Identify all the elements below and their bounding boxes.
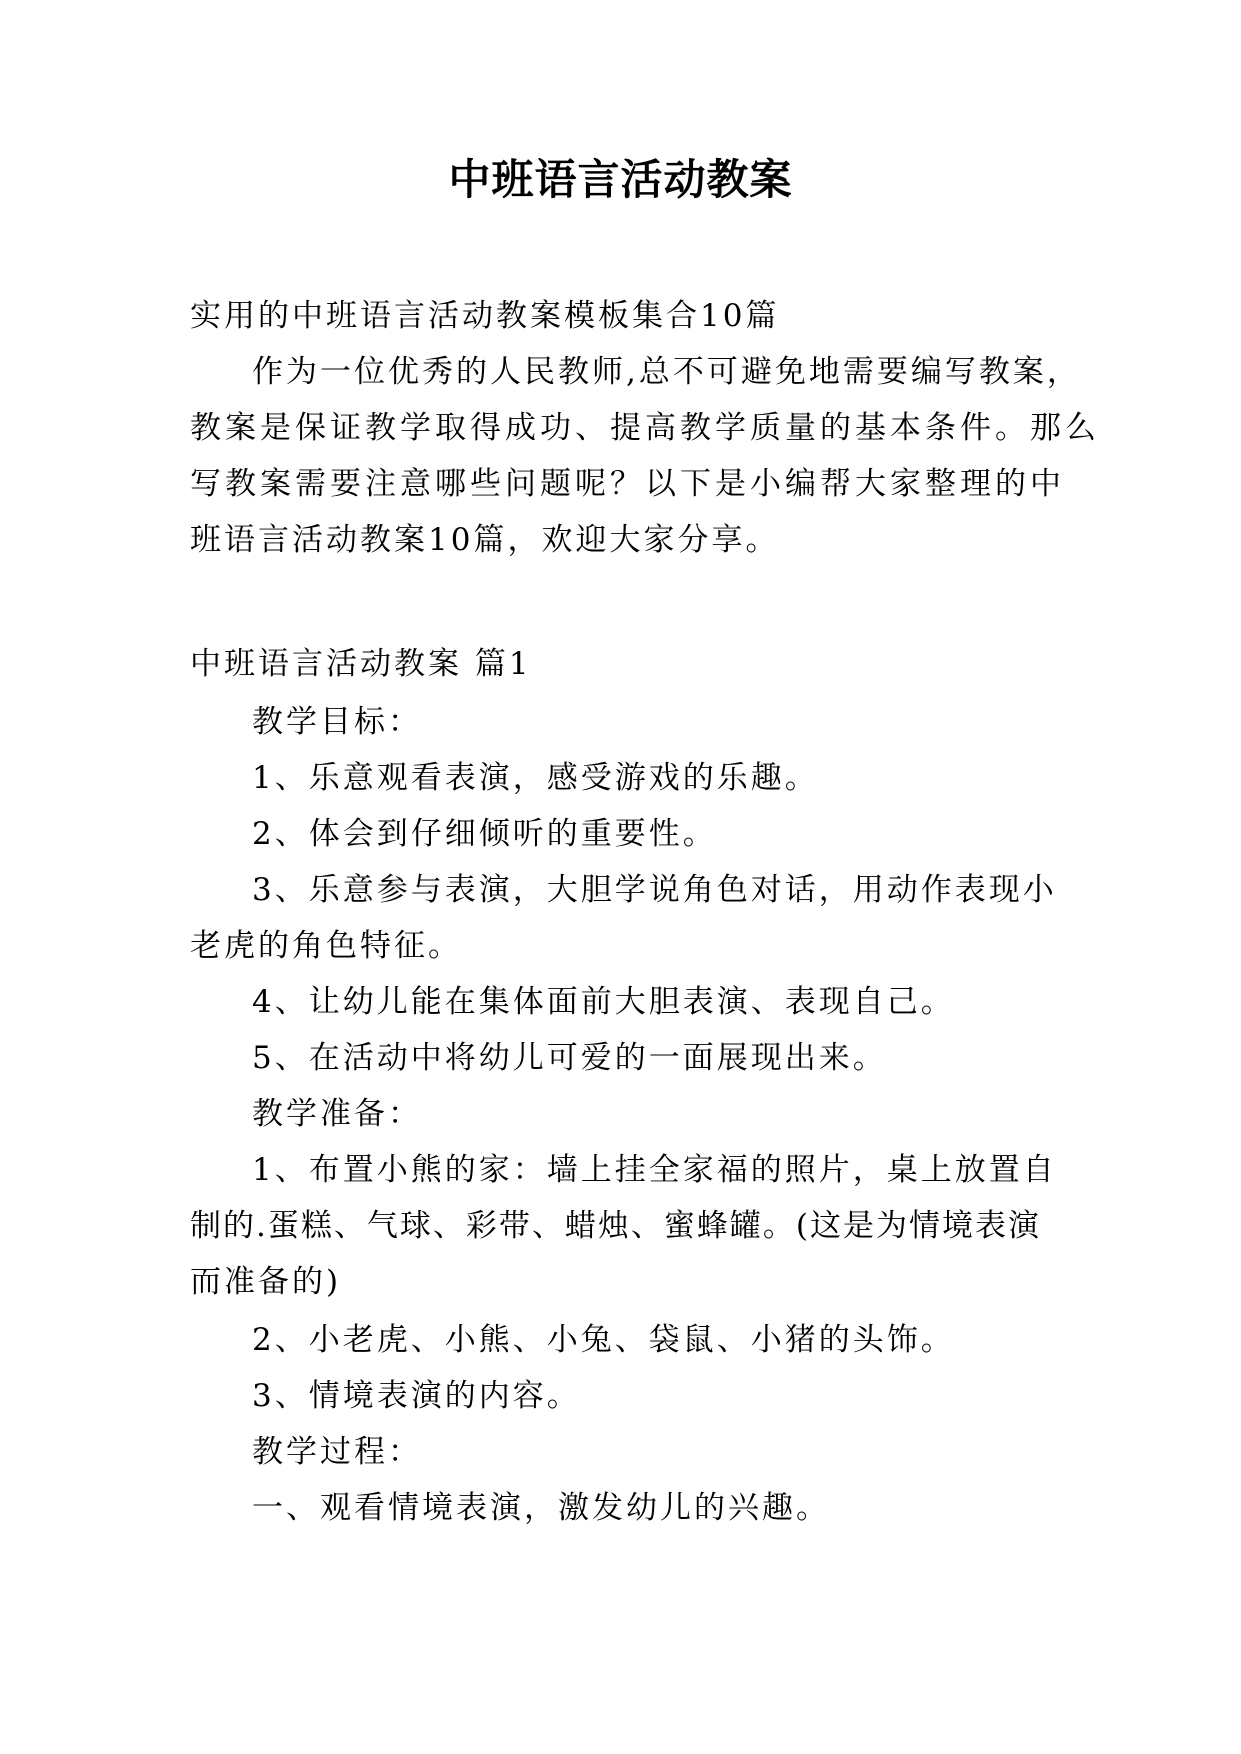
subheading-teaching-preparation: 教学准备：	[252, 1096, 422, 1132]
section-heading: 中班语言活动教案 篇1	[190, 646, 532, 682]
document-subtitle: 实用的中班语言活动教案模板集合10篇	[190, 298, 780, 334]
list-item-continuation: 制的.蛋糕、气球、彩带、蜡烛、蜜蜂罐。(这是为情境表演	[190, 1208, 1041, 1244]
intro-paragraph-line: 教案是保证教学取得成功、提高教学质量的基本条件。那么	[190, 410, 1100, 446]
list-item: 一、观看情境表演，激发幼儿的兴趣。	[252, 1490, 830, 1526]
list-item: 2、小老虎、小熊、小兔、袋鼠、小猪的头饰。	[252, 1322, 955, 1358]
subheading-teaching-process: 教学过程：	[252, 1434, 422, 1470]
list-item-continuation: 而准备的)	[190, 1264, 342, 1300]
page-title: 中班语言活动教案	[448, 155, 793, 204]
list-item: 5、在活动中将幼儿可爱的一面展现出来。	[252, 1040, 887, 1076]
list-item: 4、让幼儿能在集体面前大胆表演、表现自己。	[252, 984, 955, 1020]
list-item: 3、情境表演的内容。	[252, 1378, 581, 1414]
list-item: 2、体会到仔细倾听的重要性。	[252, 816, 717, 852]
list-item: 1、布置小熊的家：墙上挂全家福的照片，桌上放置自	[252, 1152, 1057, 1188]
intro-paragraph-line: 班语言活动教案10篇，欢迎大家分享。	[190, 522, 780, 558]
list-item: 3、乐意参与表演，大胆学说角色对话，用动作表现小	[252, 872, 1057, 908]
intro-paragraph-line: 作为一位优秀的人民教师,总不可避免地需要编写教案，	[252, 354, 1081, 390]
subheading-teaching-goals: 教学目标：	[252, 704, 422, 740]
intro-paragraph-line: 写教案需要注意哪些问题呢？以下是小编帮大家整理的中	[190, 466, 1065, 502]
list-item-continuation: 老虎的角色特征。	[190, 928, 462, 964]
list-item: 1、乐意观看表演，感受游戏的乐趣。	[252, 760, 819, 796]
